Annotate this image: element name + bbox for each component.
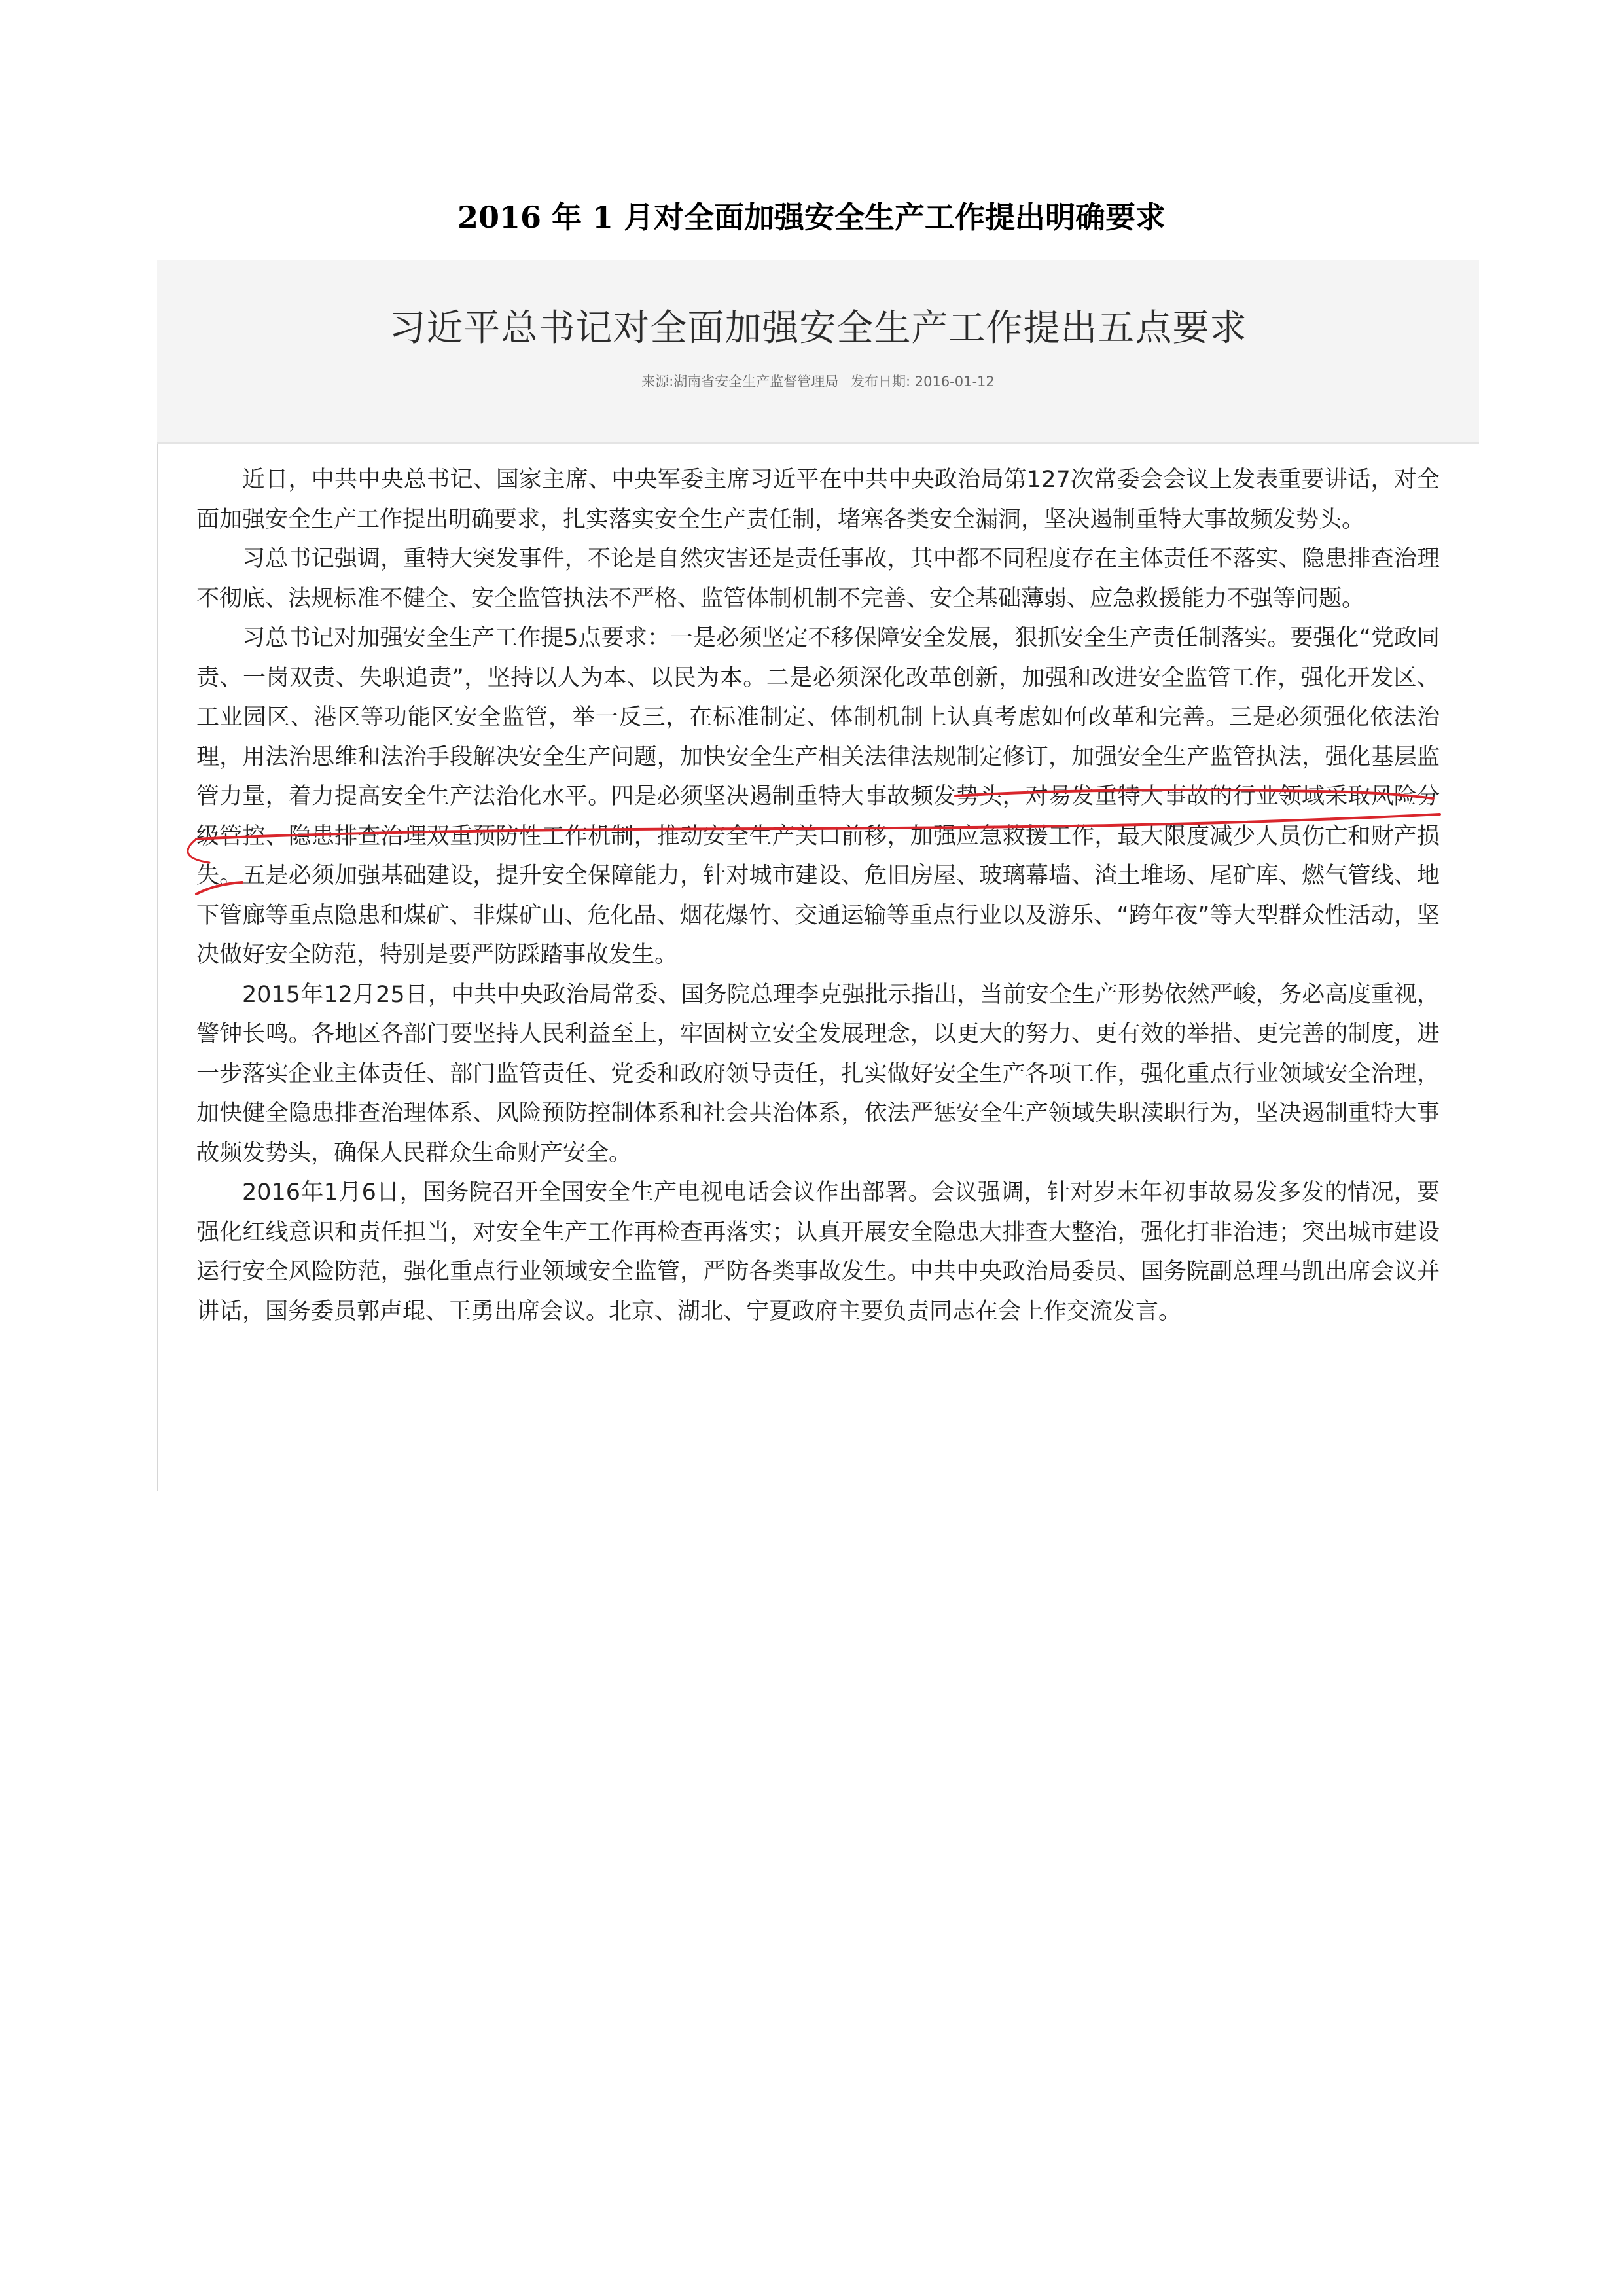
paragraph: 2016年1月6日，国务院召开全国安全生产电视电话会议作出部署。会议强调，针对岁末年初事故易发多发的情况，要强化红线意识和责任担当，对安全生产工作再检查再落实；认真开展安全隐患大排查大整治，强化打非治违；突出城市建设运行安全风险防范，强化重点行业领域安全监管，严防各类事故发生。中共中央政治局委员、国务院副总理马凯出席会议并讲话，国务委员郭声琨、王勇出席会议。北京、湖北、宁夏政府主要负责同志在会上作交流发言。 [196,1179,1440,1325]
document-heading: 2016 年 1 月对全面加强安全生产工作提出明确要求 [457,200,1166,235]
paragraph: 习总书记强调，重特大突发事件，不论是自然灾害还是责任事故，其中都不同程度存在主体责任不落实、隐患排查治理不彻底、法规标准不健全、安全监管执法不严格、监管体制机制不完善、安全基础薄弱、应急救援能力不强等问题。 [196,546,1440,612]
article-body [196,460,1440,1331]
article-title: 习近平总书记对全面加强安全生产工作提出五点要求 [389,307,1247,350]
article-meta [157,372,1479,391]
paragraph: 近日，中共中央总书记、国家主席、中央军委主席习近平在中共中央政治局第127次常委会会议上发表重要讲话，对全面加强安全生产工作提出明确要求，扎实落实安全生产责任制，堵塞各类安全漏洞，坚决遏制重特大事故频发势头。 [196,467,1440,533]
article-date: 发布日期: 2016-01-12 [850,374,995,389]
paragraph: 习总书记对加强安全生产工作提5点要求：一是必须坚定不移保障安全发展，狠抓安全生产责任制落实。要强化“党政同责、一岗双责、失职追责”，坚持以人为本、以民为本。二是必须深化改革创新，加强和改进安全监管工作，强化开发区、工业园区、港区等功能区安全监管，举一反三，在标准制定、体制机制上认真考虑如何改革和完善。三是必须强化依法治理，用法治思维和法治手段解决安全生产问题，加快安全生产相关法律法规制定修订，加强安全生产监管执法，强化基层监管力量，着力提高安全生产法治化水平。四是必须坚决遏制重特大事故频发势头，对易发重特大事故的行业领域采取风险分级管控、隐患排查治理双重预防性工作机制，推动安全生产关口前移，加强应急救援工作，最大限度减少人员伤亡和财产损失。五是必须加强基础建设，提升安全保障能力，针对城市建设、危旧房屋、玻璃幕墙、渣土堆场、尾矿库、燃气管线、地下管廊等重点隐患和煤矿、非煤矿山、危化品、烟花爆竹、交通运输等重点行业以及游乐、“跨年夜”等大型群众性活动，坚决做好安全防范，特别是要严防踩踏事故发生。 [196,625,1440,968]
article-source: 来源:湖南省安全生产监督管理局 [641,374,839,389]
article-header [157,260,1479,444]
article-screenshot [157,260,1479,1491]
paragraph: 2015年12月25日，中共中央政治局常委、国务院总理李克强批示指出，当前安全生产形势依然严峻，务必高度重视，警钟长鸣。各地区各部门要坚持人民利益至上，牢固树立安全发展理念，以更大的努力、更有效的举措、更完善的制度，进一步落实企业主体责任、部门监管责任、党委和政府领导责任，扎实做好安全生产各项工作，强化重点行业领域安全治理，加快健全隐患排查治理体系、风险预防控制体系和社会共治体系，依法严惩安全生产领域失职渎职行为，坚决遏制重特大事故频发势头，确保人民群众生命财产安全。 [196,981,1440,1166]
left-border [157,260,158,1491]
